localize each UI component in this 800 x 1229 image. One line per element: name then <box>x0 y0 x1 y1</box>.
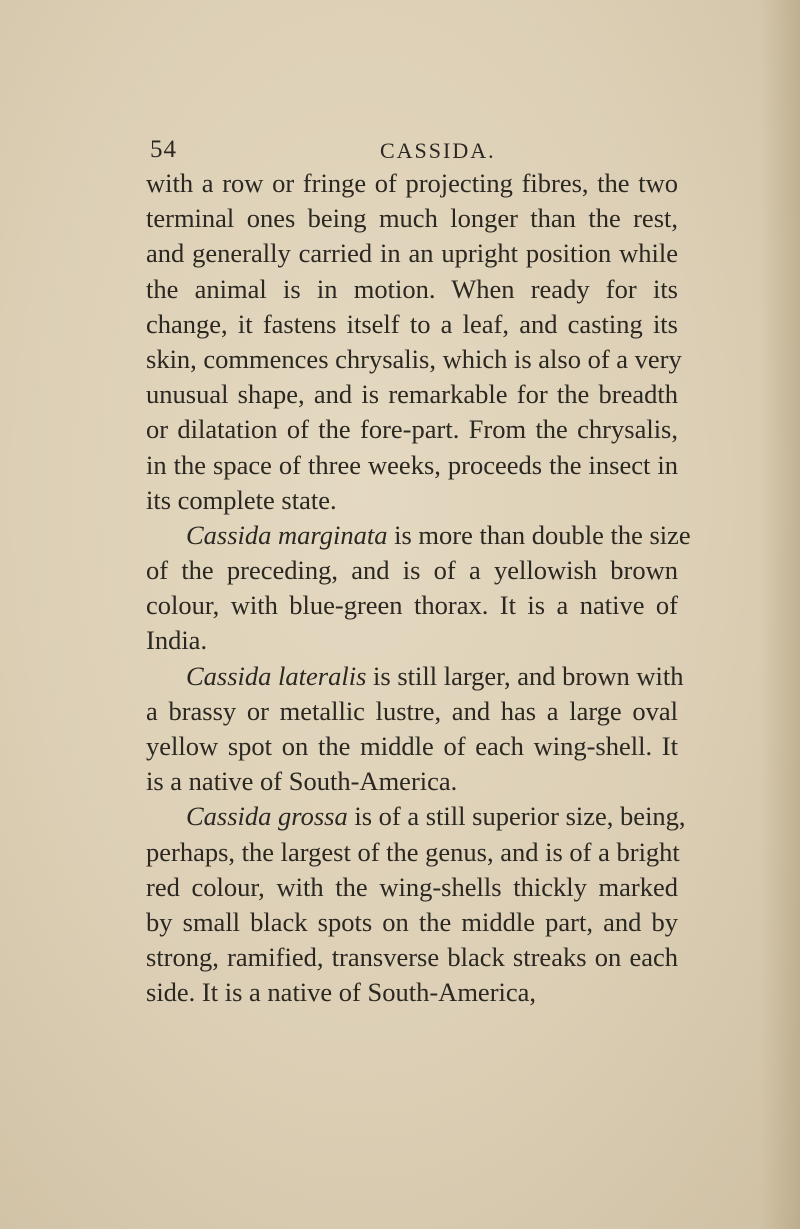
text-line: perhaps, the largest of the genus, and is of a bright <box>146 836 680 867</box>
text-line: red colour, with the wing-shells thickly marked <box>146 871 678 902</box>
paragraph-start <box>146 518 691 553</box>
paragraph-start <box>146 659 684 694</box>
text-line: in the space of three weeks, proceeds the insect in <box>146 449 678 480</box>
text-line: the animal is in motion. When ready for its <box>146 273 678 304</box>
running-head: CASSIDA. <box>380 138 496 163</box>
text-line: its complete state. <box>146 484 337 515</box>
species-name: Cassida lateralis <box>186 660 367 691</box>
text-line: India. <box>146 625 208 656</box>
text-line: unusual shape, and is remarkable for the breadth <box>146 379 678 410</box>
page-edge-shadow <box>760 0 800 1229</box>
species-name: Cassida grossa <box>186 801 348 832</box>
text-fragment: is more than double the size <box>394 519 691 550</box>
text-line: is a native of South-America. <box>146 766 458 797</box>
text-line: skin, commences chrysalis, which is also of a very <box>146 343 682 374</box>
paragraph-start <box>146 799 686 834</box>
body-text <box>146 166 691 1011</box>
text-line: a brassy or metallic lustre, and has a large oval <box>146 695 678 726</box>
page-header <box>150 136 670 166</box>
text-fragment: is still larger, and brown with <box>373 660 684 691</box>
text-line: side. It is a native of South-America, <box>146 977 537 1008</box>
text-line: or dilatation of the fore-part. From the chrysalis, <box>146 414 678 445</box>
text-line: strong, ramified, transverse black streaks on each <box>146 942 678 973</box>
text-line: by small black spots on the middle part, and by <box>146 906 678 937</box>
text-line: with a row or fringe of projecting fibres, the two <box>146 168 678 198</box>
text-line: change, it fastens itself to a leaf, and casting its <box>146 308 678 339</box>
species-name: Cassida marginata <box>186 519 388 550</box>
text-line: of the preceding, and is of a yellowish brown <box>146 555 678 586</box>
text-line: yellow spot on the middle of each wing-shell. It <box>146 731 678 761</box>
page-number: 54 <box>150 136 177 163</box>
text-line: and generally carried in an upright position while <box>146 238 678 269</box>
text-fragment: is of a still superior size, being, <box>354 801 686 832</box>
text-line: terminal ones being much longer than the rest, <box>146 203 678 234</box>
text-line: colour, with blue-green thorax. It is a native of <box>146 590 678 621</box>
